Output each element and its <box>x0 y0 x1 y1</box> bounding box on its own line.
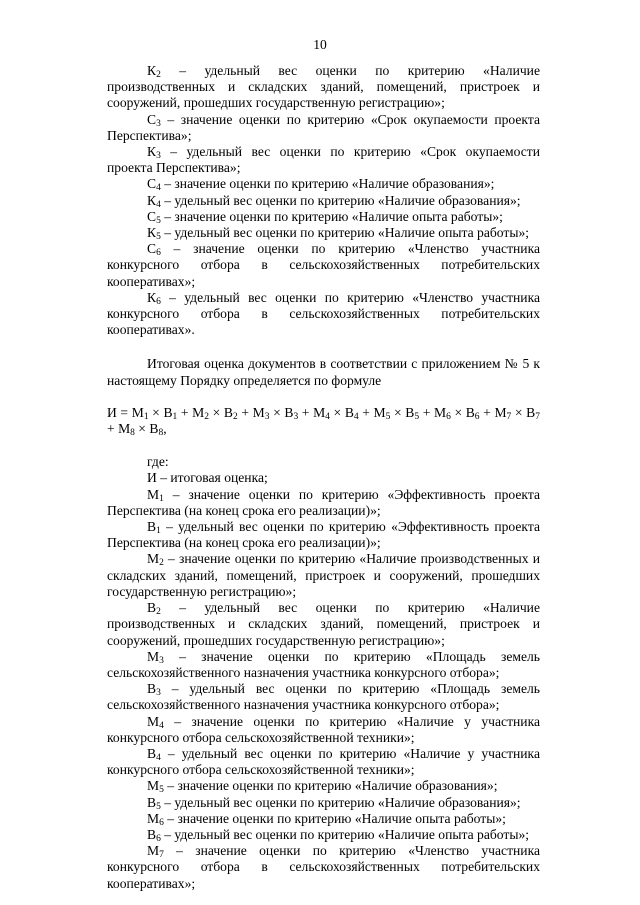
symbol: М <box>147 778 160 794</box>
formula-index: 7 <box>535 411 540 422</box>
criterion-c-item <box>107 225 540 241</box>
total-definition: И – итоговая оценка; <box>147 470 268 486</box>
symbol-index: 4 <box>159 720 164 731</box>
symbol-index: 2 <box>156 607 161 618</box>
symbol-index: 5 <box>156 801 161 812</box>
formula-index: 8 <box>158 428 164 439</box>
criterion-m-item <box>107 649 540 681</box>
symbol-index: 6 <box>159 817 164 828</box>
definition-text: – удельный вес оценки по критерию «Членство участника конкурсного отбора в сельскохозяйственных потребительских кооперативах». <box>107 289 540 338</box>
symbol-index: 6 <box>156 833 161 844</box>
formula-term: + М <box>479 404 507 420</box>
symbol: М <box>147 648 160 664</box>
where-label: где: <box>147 454 169 470</box>
formula-index: 8 <box>130 428 135 439</box>
definition-text: – значение оценки по критерию «Членство участника конкурсного отбора в сельскохозяйственных потребительских кооперативах»; <box>107 241 540 289</box>
criteria-list-c <box>107 63 540 338</box>
symbol-index: 3 <box>156 118 161 129</box>
symbol: М <box>147 486 160 502</box>
symbol: В <box>147 826 157 842</box>
symbol: В <box>147 745 157 761</box>
criterion-c-item <box>107 144 540 176</box>
formula-term: × В <box>390 404 415 420</box>
definition-text: – удельный вес оценки по критерию «Площадь земель сельскохозяйственного назначения участника конкурсного отбора»; <box>107 681 540 713</box>
formula-index: 1 <box>143 411 149 422</box>
symbol-index: 4 <box>156 752 161 763</box>
formula-term: × В <box>450 404 475 420</box>
formula-term: + М <box>107 421 131 437</box>
symbol: В <box>147 794 157 810</box>
formula-index: 4 <box>325 411 330 422</box>
criterion-m-item <box>107 778 540 794</box>
symbol-index: 6 <box>156 248 161 259</box>
symbol: К <box>147 289 157 305</box>
formula-term: × В <box>134 421 159 437</box>
definition-text: – значение оценки по критерию «Эффективность проекта Перспектива (на конец срока его реализации)»; <box>107 486 540 518</box>
definition-text: – удельный вес оценки по критерию «Наличие производственных и складских зданий, помещений, пристроек и сооружений, прошедших государственную регистрацию»; <box>107 63 540 111</box>
formula-term: × В <box>511 404 536 420</box>
definition-text: – значение оценки по критерию «Наличие опыта работы»; <box>160 208 503 224</box>
symbol: М <box>147 810 160 826</box>
formula-term: × В <box>209 404 233 420</box>
formula-index: 1 <box>172 411 178 422</box>
symbol-index: 5 <box>156 232 161 243</box>
criterion-c-item <box>107 176 540 192</box>
symbol-index: 3 <box>156 688 161 699</box>
symbol: С <box>147 176 157 192</box>
criteria-list-m <box>107 487 540 892</box>
symbol-index: 7 <box>159 850 164 861</box>
definition-text: – значение оценки по критерию «Наличие образования»; <box>160 176 495 192</box>
symbol: В <box>147 600 157 616</box>
criterion-c-item <box>107 193 540 209</box>
criterion-m-item <box>107 519 540 551</box>
definition-text: – удельный вес оценки по критерию «Наличие опыта работы»; <box>160 225 530 241</box>
symbol: М <box>147 713 160 729</box>
definition-text: – удельный вес оценки по критерию «Срок окупаемости проекта Перспектива»; <box>107 144 540 176</box>
formula-line-1 <box>107 405 540 421</box>
definition-text: – значение оценки по критерию «Членство участника конкурсного отбора в сельскохозяйственных потребительских кооперативах»; <box>107 843 540 891</box>
formula-term: × В <box>329 404 354 420</box>
definition-text: – удельный вес оценки по критерию «Наличие у участника конкурсного отбора сельскохозяйственной техники»; <box>107 745 540 778</box>
criterion-m-item <box>107 681 540 713</box>
criterion-m-item <box>107 487 540 519</box>
symbol-index: 1 <box>156 526 161 537</box>
symbol-index: 1 <box>159 493 164 504</box>
formula-term: × В <box>269 404 294 420</box>
definition-text: – значение оценки по критерию «Наличие опыта работы»; <box>163 810 506 826</box>
main-text <box>107 63 540 892</box>
definition-text: – значение оценки по критерию «Наличие производственных и складских зданий, помещений, пристроек и сооружений, прошедших государственную регистрацию»; <box>107 551 540 599</box>
symbol: В <box>147 681 157 697</box>
symbol-index: 5 <box>156 215 161 226</box>
formula-index: 5 <box>414 411 420 422</box>
symbol-index: 4 <box>156 199 161 210</box>
definition-text: – удельный вес оценки по критерию «Наличие производственных и складских зданий, помещений, пристроек и сооружений, прошедших государственную регистрацию»; <box>107 600 540 648</box>
symbol: М <box>147 843 160 859</box>
criterion-m-item <box>107 827 540 843</box>
symbol-index: 4 <box>156 183 161 194</box>
formula-index: 2 <box>232 411 238 422</box>
formula-index: 6 <box>446 411 451 422</box>
criterion-c-item <box>107 241 540 290</box>
definition-text: – значение оценки по критерию «Наличие образования»; <box>163 778 498 794</box>
symbol: К <box>147 144 157 160</box>
definition-text: – удельный вес оценки по критерию «Наличие образования»; <box>160 794 521 810</box>
symbol-index: 2 <box>156 70 161 80</box>
definition-text: – удельный вес оценки по критерию «Наличие опыта работы»; <box>160 826 530 842</box>
formula-term: + М <box>419 404 447 420</box>
criterion-c-item <box>107 290 540 339</box>
symbol: М <box>147 551 160 567</box>
symbol-index: 3 <box>159 655 164 666</box>
formula-index: 3 <box>293 411 299 422</box>
formula-index: 7 <box>506 411 512 422</box>
symbol-index: 5 <box>159 785 164 796</box>
formula-term: × В <box>148 404 173 420</box>
formula-term: + М <box>358 404 386 420</box>
criterion-m-item <box>107 714 540 746</box>
criterion-m-item <box>107 600 540 649</box>
formula-term: + М <box>237 404 265 420</box>
symbol: К <box>147 63 157 78</box>
symbol: В <box>147 519 157 535</box>
criterion-c-item <box>107 209 540 225</box>
definition-text: – удельный вес оценки по критерию «Наличие образования»; <box>160 192 521 208</box>
formula-term: + М <box>177 404 205 420</box>
symbol: К <box>147 225 157 241</box>
formula-index: 5 <box>385 411 391 422</box>
formula-index: 6 <box>474 411 480 422</box>
formula-index: 3 <box>264 411 270 422</box>
formula-term: + М <box>298 404 326 420</box>
criterion-m-item <box>107 843 540 892</box>
formula-index: 4 <box>353 411 359 422</box>
criterion-c-item <box>107 112 540 144</box>
intro-paragraph: Итоговая оценка документов в соответствии с приложением № 5 к настоящему Порядку определяется по формуле <box>107 356 540 388</box>
criterion-m-item <box>107 551 540 600</box>
criterion-m-item <box>107 746 540 778</box>
definition-text: – значение оценки по критерию «Срок окупаемости проекта Перспектива»; <box>107 111 540 143</box>
formula-index: 2 <box>204 411 210 422</box>
criterion-c-item <box>107 63 540 112</box>
symbol: С <box>147 111 157 127</box>
formula-term: И = М <box>107 404 144 420</box>
page-number: 10 <box>313 37 327 52</box>
symbol-index: 6 <box>156 296 161 307</box>
formula-line-2 <box>107 421 540 437</box>
criterion-m-item <box>107 795 540 811</box>
criterion-m-item <box>107 811 540 827</box>
symbol: С <box>147 241 157 257</box>
definition-text: – удельный вес оценки по критерию «Эффективность проекта Перспектива (на конец срока его реализации)»; <box>107 519 540 551</box>
definition-text: – значение оценки по критерию «Наличие у участника конкурсного отбора сельскохозяйственной техники»; <box>107 713 540 745</box>
formula-term: , <box>163 421 167 437</box>
definition-text: – значение оценки по критерию «Площадь земель сельскохозяйственного назначения участника конкурсного отбора»; <box>107 648 540 680</box>
symbol-index: 3 <box>156 151 161 162</box>
symbol: С <box>147 208 157 224</box>
symbol-index: 2 <box>159 558 164 569</box>
symbol: К <box>147 192 157 208</box>
